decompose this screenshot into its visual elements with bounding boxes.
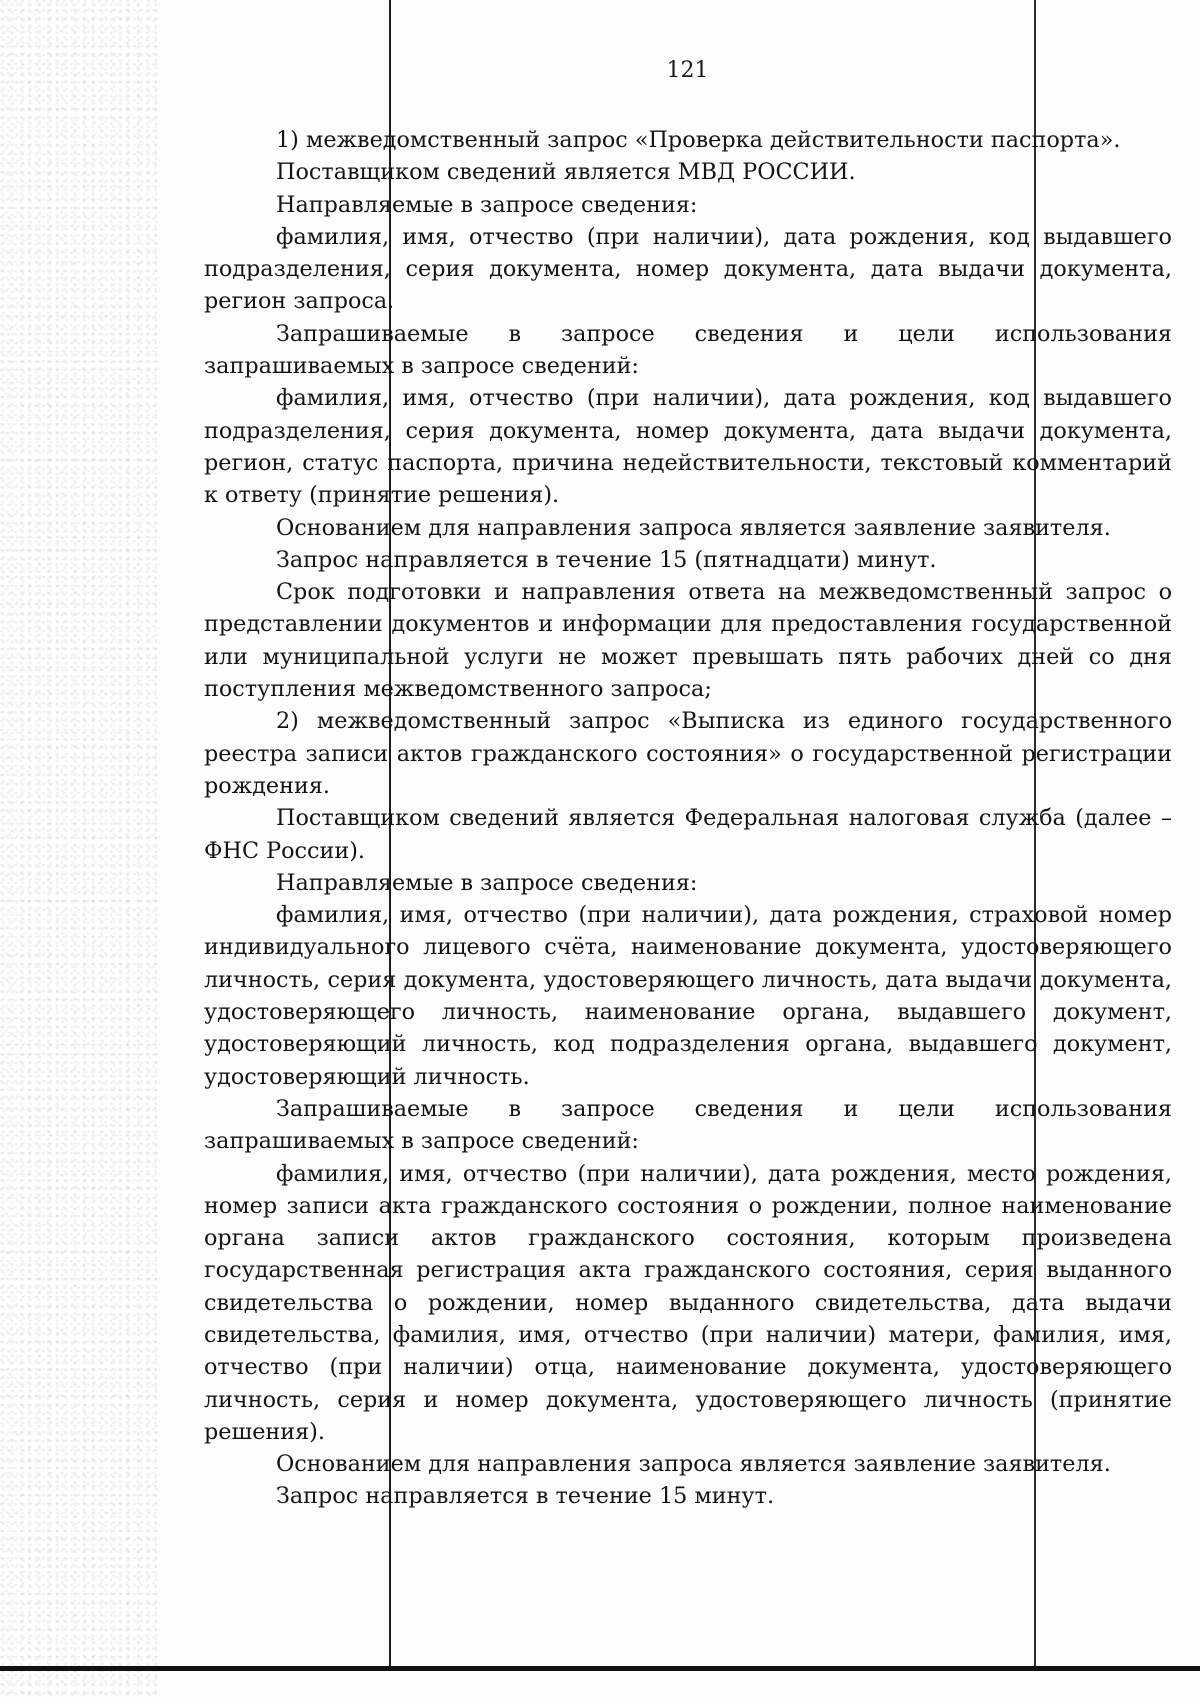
document-body bbox=[204, 124, 1172, 1513]
paragraph: Направляемые в запросе сведения: bbox=[276, 869, 698, 896]
paragraph: Запрос направляется в течение 15 (пятнадцати) минут. bbox=[276, 546, 937, 573]
paragraph: фамилия, имя, отчество (при наличии), дата рождения, код выдавшего подразделения, серия документа, номер документа, дата выдачи документа, регион запроса. bbox=[204, 223, 1172, 315]
scan-artifact-bottom-bar bbox=[0, 1666, 1200, 1671]
paragraph: Запрашиваемые в запросе сведения и цели использования запрашиваемых в запросе сведений: bbox=[204, 1095, 1172, 1155]
paragraph: 2) межведомственный запрос «Выписка из единого государственного реестра записи актов гражданского состояния» о государственной регистрации рождения. bbox=[204, 708, 1172, 799]
paragraph: Основанием для направления запроса является заявление заявителя. bbox=[276, 1451, 1111, 1478]
paragraph: Направляемые в запросе сведения: bbox=[276, 191, 698, 218]
paragraph: Поставщиком сведений является Федеральная налоговая служба (далее – ФНС России). bbox=[204, 805, 1172, 864]
paragraph: фамилия, имя, отчество (при наличии), дата рождения, место рождения, номер записи акта гражданского состояния о рождении, полное наименование органа записи актов гражданского состояния, которым произведена государственная регистрация акта гражданского состояния, серия выданного свидетельства о рождении, номер выданного свидетельства, дата выдачи свидетельства, фамилия, имя, отчество (при наличии) матери, фамилия, имя, отчество (при наличии) отца, наименование документа, удостоверяющего личность, серия и номер документа, удостоверяющего личность (принятие решения). bbox=[204, 1160, 1172, 1445]
page-number: 121 bbox=[666, 58, 709, 83]
paragraph: Поставщиком сведений является МВД РОССИИ. bbox=[276, 159, 856, 186]
paragraph: Срок подготовки и направления ответа на межведомственный запрос о представлении документов и информации для предоставления государственной или муниципальной услуги не может превышать пять рабочих дней со дня поступления межведомственного запроса; bbox=[204, 579, 1172, 703]
paragraph: 1) межведомственный запрос «Проверка действительности паспорта». bbox=[276, 127, 1121, 153]
paragraph: фамилия, имя, отчество (при наличии), дата рождения, страховой номер индивидуального лицевого счёта, наименование документа, удостоверяющего личность, серия документа, удостоверяющего личность, дата выдачи документа, удостоверяющего личность, наименование органа, выдавшего документ, удостоверяющий личность, код подразделения органа, выдавшего документ, удостоверяющий личность. bbox=[204, 902, 1172, 1090]
scan-noise bbox=[0, 0, 160, 1697]
paragraph: фамилия, имя, отчество (при наличии), дата рождения, код выдавшего подразделения, серия документа, номер документа, дата выдачи документа, регион, статус паспорта, причина недействительности, текстовый комментарий к ответу (принятие решения). bbox=[204, 385, 1172, 509]
paragraph: Запрашиваемые в запросе сведения и цели использования запрашиваемых в запросе сведений: bbox=[204, 320, 1172, 380]
paragraph: Основанием для направления запроса является заявление заявителя. bbox=[276, 514, 1111, 541]
paragraph: Запрос направляется в течение 15 минут. bbox=[276, 1483, 775, 1510]
